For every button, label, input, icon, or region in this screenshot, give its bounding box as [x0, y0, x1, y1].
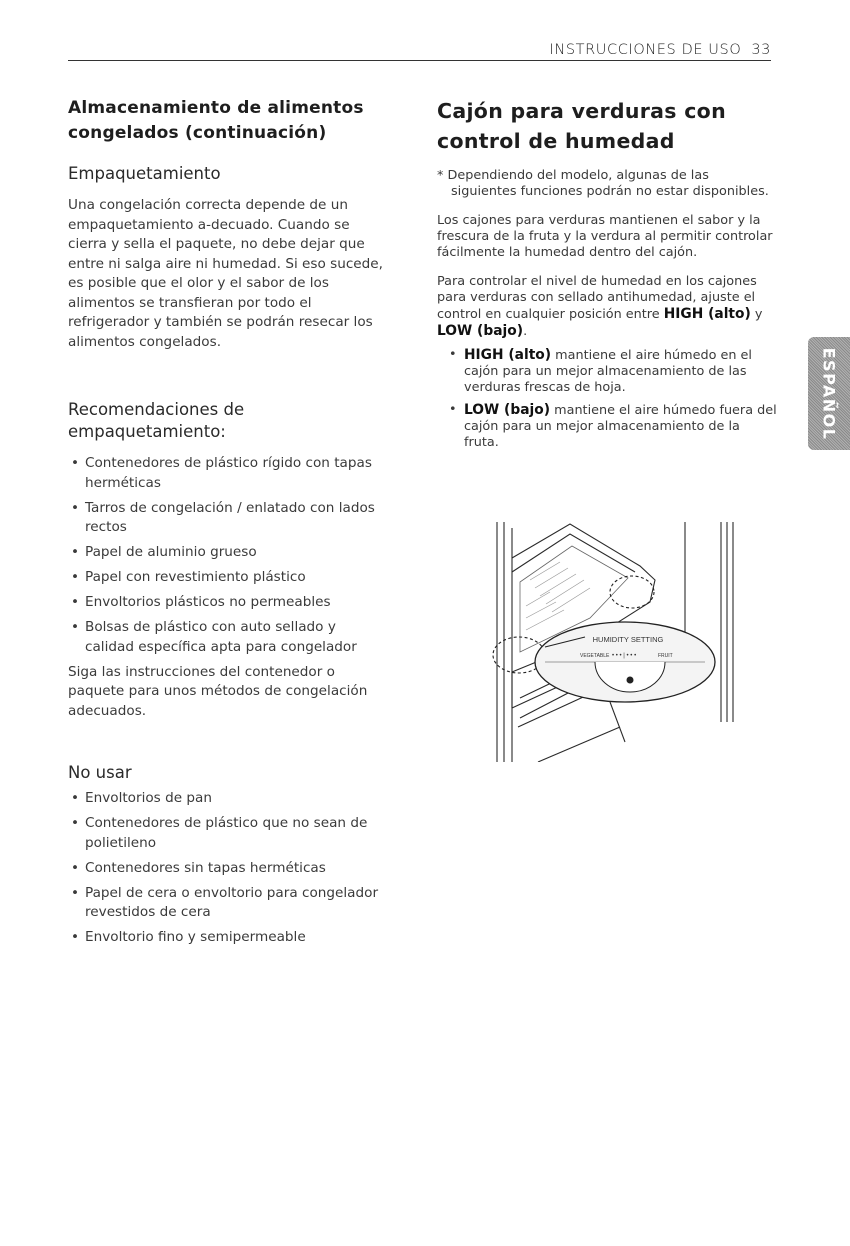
- dial-right-label: FRUIT: [658, 653, 673, 659]
- crisper-intro: Los cajones para verduras mantienen el sabor y la frescura de la fruta y la verdura al permitir controlar fácilmente la humedad dentro del cajón.: [437, 213, 773, 260]
- section-title: INSTRUCCIONES DE USO: [549, 42, 742, 58]
- packaging-text: Una congelación correcta depende de un empaquetamiento a-decuado. Cuando se cierra y sella el paquete, no debe dejar que entre ni salga aire ni humedad. Si eso sucede, es posible que el olor y el sabor de los alimentos se transfieran por todo el refrigerador y también se podrán resecar los alimentos congelados.: [68, 197, 383, 350]
- dial-title: HUMIDITY SETTING: [592, 635, 664, 644]
- section-heading: Almacenamiento de alimentos congelados (continuación): [68, 98, 364, 143]
- list-item: • LOW (bajo) mantiene el aire húmedo fuera del cajón para un mejor almacenamiento de la fruta.: [437, 402, 777, 451]
- setting-keyword: HIGH (alto): [464, 347, 552, 363]
- crisper-drawer-illustration: [490, 522, 742, 762]
- list-item: • Envoltorios de pan: [68, 789, 386, 809]
- list-item: • Papel de cera o envoltorio para congelador revestidos de cera: [68, 884, 386, 923]
- list-item: • Envoltorio fino y semipermeable: [68, 928, 386, 948]
- list-item: • HIGH (alto) mantiene el aire húmedo en el cajón para un mejor almacenamiento de las verduras frescas de hoja.: [437, 347, 777, 396]
- language-tab: [808, 337, 850, 450]
- recommendations-title: Recomendaciones de empaquetamiento:: [68, 400, 245, 441]
- recommendations-list: [68, 454, 386, 657]
- model-footnote: * Dependiendo del modelo, algunas de las siguientes funciones podrán no estar disponibles.: [437, 168, 769, 199]
- humidity-settings-list: [437, 347, 777, 451]
- header-divider: [68, 60, 771, 61]
- list-item: • Papel con revestimiento plástico: [68, 568, 386, 588]
- list-item: • Contenedores de plástico que no sean de polietileno: [68, 814, 386, 853]
- humidity-instructions: Para controlar el nivel de humedad en los cajones para verduras con sellado antihumedad, ajuste el control en cualquier posición entre HIGH (alto) y LOW (bajo).: [437, 274, 763, 339]
- svg-text:• • • | • • •: • • • | • • •: [612, 653, 637, 659]
- page-header: [550, 42, 771, 58]
- high-keyword: HIGH (alto): [663, 306, 751, 322]
- do-not-use-title: No usar: [68, 763, 132, 782]
- do-not-use-list: [68, 789, 386, 948]
- low-keyword: LOW (bajo): [437, 323, 524, 339]
- dial-left-label: VEGETABLE: [580, 653, 610, 659]
- dial-knob: [627, 677, 634, 684]
- list-item: • Papel de aluminio grueso: [68, 543, 386, 563]
- list-item: • Bolsas de plástico con auto sellado y calidad específica apta para congelador: [68, 618, 386, 657]
- left-column: [68, 96, 386, 953]
- crisper-heading: Cajón para verduras con control de humedad: [437, 99, 726, 153]
- recommendations-note: Siga las instrucciones del contenedor o paquete para unos métodos de congelación adecuados.: [68, 663, 368, 719]
- list-item: • Tarros de congelación / enlatado con lados rectos: [68, 499, 386, 538]
- list-item: • Contenedores sin tapas herméticas: [68, 859, 386, 879]
- setting-keyword: LOW (bajo): [464, 402, 551, 418]
- packaging-title: Empaquetamiento: [68, 164, 221, 183]
- language-tab-label: ESPAÑOL: [819, 347, 839, 440]
- list-item: • Envoltorios plásticos no permeables: [68, 593, 386, 613]
- page-number: 33: [751, 42, 771, 58]
- list-item: • Contenedores de plástico rígido con tapas herméticas: [68, 454, 386, 493]
- right-column: [437, 96, 777, 457]
